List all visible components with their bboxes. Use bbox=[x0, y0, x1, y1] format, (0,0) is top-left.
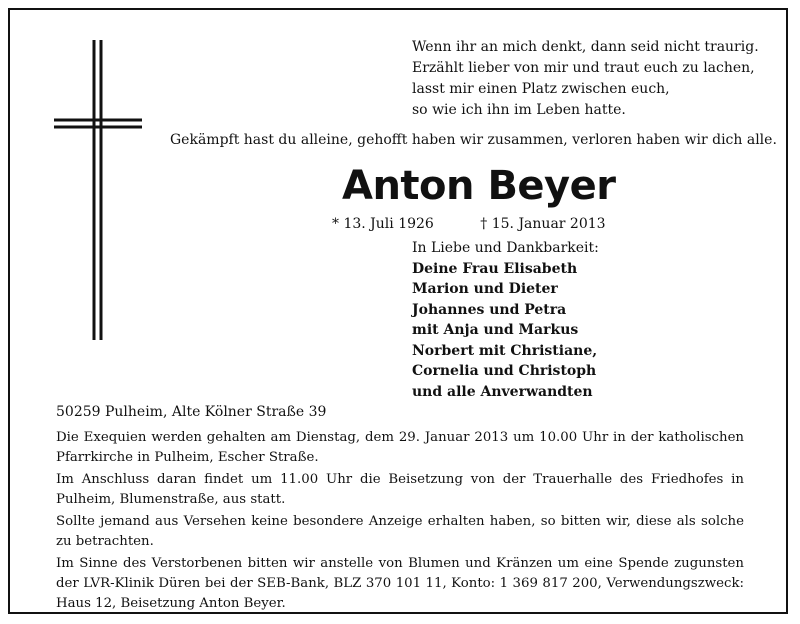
birth-date: * 13. Juli 1926 bbox=[332, 216, 434, 232]
notice-paragraph: Die Exequien werden gehalten am Dienstag, dem 29. Januar 2013 um 10.00 Uhr in der katholischen Pfarrkirche in Pulheim, Escher Straße. bbox=[56, 430, 744, 465]
notices bbox=[56, 428, 744, 616]
poem-line: so wie ich ihn im Leben hatte. bbox=[412, 102, 626, 118]
mourner-name: Johannes und Petra bbox=[412, 301, 567, 318]
death-date: † 15. Januar 2013 bbox=[480, 216, 606, 232]
notice-paragraph: Im Anschluss daran findet um 11.00 Uhr die Beisetzung von der Trauerhalle des Friedhofes in Pulheim, Blumenstraße, aus statt. bbox=[56, 472, 744, 507]
mourner-name: Deine Frau Elisabeth bbox=[412, 260, 578, 277]
notice-paragraph: Im Sinne des Verstorbenen bitten wir anstelle von Blumen und Kränzen um eine Spende zugunsten der LVR-Klinik Düren bei der SEB-Bank, BLZ 370 101 11, Konto: 1 369 817 200, Verwendungszweck: Haus 12, Beisetzung Anton Beyer. bbox=[56, 556, 744, 611]
mourners-list bbox=[412, 238, 599, 402]
life-dates bbox=[332, 214, 606, 234]
poem-line: lasst mir einen Platz zwischen euch, bbox=[412, 81, 670, 97]
mourner-name: und alle Anverwandten bbox=[412, 383, 593, 400]
cross-icon bbox=[54, 40, 142, 340]
mourners-intro: In Liebe und Dankbarkeit: bbox=[412, 240, 599, 256]
notice-paragraph: Sollte jemand aus Versehen keine besondere Anzeige erhalten haben, so bitten wir, diese als solche zu betrachten. bbox=[56, 514, 744, 549]
mourner-name: Marion und Dieter bbox=[412, 281, 558, 297]
family-address: 50259 Pulheim, Alte Kölner Straße 39 bbox=[56, 404, 327, 420]
poem-line: Wenn ihr an mich denkt, dann seid nicht traurig. bbox=[412, 39, 759, 55]
mourner-name: Norbert mit Christiane, bbox=[412, 342, 598, 359]
poem bbox=[412, 37, 759, 121]
motto: Gekämpft hast du alleine, gehofft haben wir zusammen, verloren haben wir dich alle. bbox=[170, 132, 777, 148]
mourner-name: mit Anja und Markus bbox=[412, 322, 579, 338]
poem-line: Erzählt lieber von mir und traut euch zu lachen, bbox=[412, 60, 755, 76]
mourner-name: Cornelia und Christoph bbox=[412, 363, 597, 379]
deceased-name: Anton Beyer bbox=[342, 163, 616, 209]
